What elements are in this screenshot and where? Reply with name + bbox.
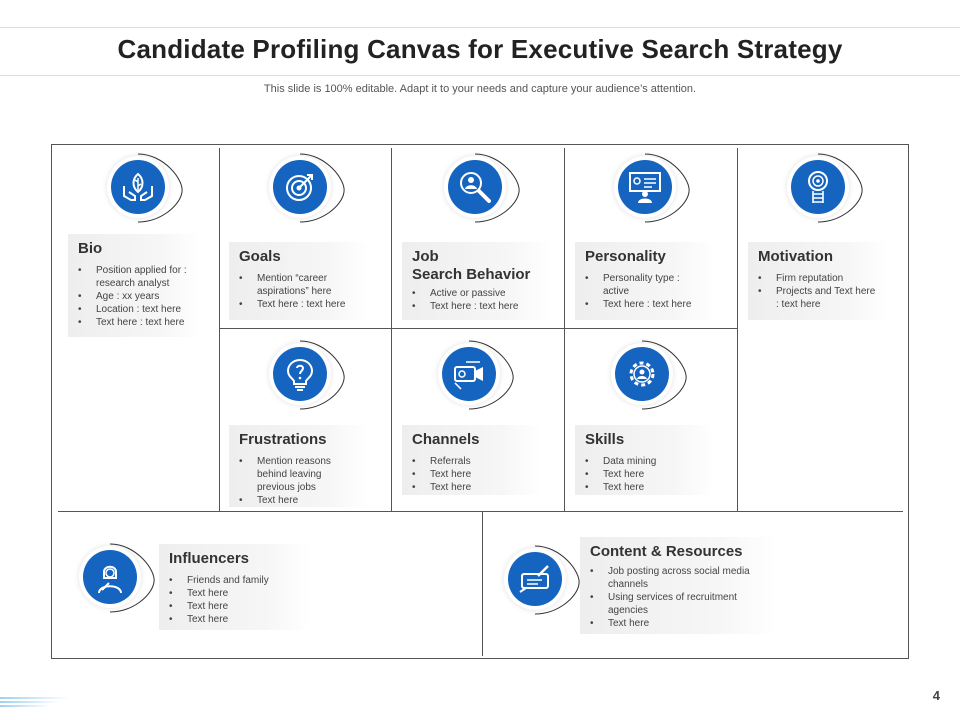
channels-card bbox=[402, 425, 542, 495]
hands-leaf-icon bbox=[121, 170, 155, 204]
personality-item: • Personality type : active bbox=[603, 272, 705, 298]
influencers-item: • Friends and family bbox=[187, 574, 301, 587]
channels-icon-badge bbox=[425, 337, 515, 417]
woman-writing-icon bbox=[93, 560, 127, 594]
goals-item: • Mention “career aspirations” here bbox=[257, 272, 359, 298]
influencers-title: Influencers bbox=[169, 550, 250, 567]
bio-title: Bio bbox=[78, 240, 103, 257]
gear-person-icon bbox=[625, 357, 659, 391]
frustrations-item: • Mention reasons behind leaving previous jobs bbox=[257, 455, 359, 494]
content-item: • Text here bbox=[608, 617, 766, 630]
channels-item: • Referrals bbox=[430, 455, 532, 468]
content-item: • Job posting across social media channels bbox=[608, 565, 766, 591]
channels-item: • Text here bbox=[430, 468, 532, 481]
header-top-rule bbox=[0, 27, 960, 28]
job-search-title-line1: Job bbox=[412, 248, 439, 265]
video-camera-icon bbox=[452, 357, 486, 391]
slide-subtitle: This slide is 100% editable. Adapt it to your needs and capture your audience’s attention. bbox=[263, 83, 697, 95]
hand-writing-card-icon bbox=[518, 562, 552, 596]
influencers-item: • Text here bbox=[187, 587, 301, 600]
bio-item: • Location : text here bbox=[96, 303, 190, 316]
header-bottom-rule bbox=[0, 75, 960, 76]
frustrations-card bbox=[229, 425, 369, 507]
bio-icon-badge bbox=[94, 150, 184, 230]
personality-item: • Text here : text here bbox=[603, 298, 705, 311]
job-search-icon-badge bbox=[431, 150, 521, 230]
job-search-item: • Text here : text here bbox=[430, 300, 542, 313]
channels-item: • Text here bbox=[430, 481, 532, 494]
content-title: Content & Resources bbox=[590, 543, 743, 560]
frustrations-title: Frustrations bbox=[239, 431, 327, 448]
personality-card bbox=[575, 242, 715, 320]
page-number: 4 bbox=[932, 688, 940, 703]
lightbulb-question-icon bbox=[283, 357, 317, 391]
job-search-title-line2: Search Behavior bbox=[412, 266, 531, 283]
slide-title: Candidate Profiling Canvas for Executive Search Strategy bbox=[117, 34, 843, 64]
influencers-item: • Text here bbox=[187, 600, 301, 613]
motivation-card bbox=[748, 242, 888, 320]
magnifier-person-icon bbox=[458, 170, 492, 204]
content-card bbox=[580, 537, 776, 634]
job-search-card bbox=[402, 242, 552, 320]
goals-icon-badge bbox=[256, 150, 346, 230]
bio-card bbox=[68, 234, 200, 337]
skills-item: • Text here bbox=[603, 481, 705, 494]
goals-title: Goals bbox=[239, 248, 281, 265]
presenter-board-icon bbox=[628, 170, 662, 204]
grid-divider bbox=[564, 148, 565, 511]
personality-icon-badge bbox=[601, 150, 691, 230]
influencers-card bbox=[159, 544, 311, 630]
influencers-item: • Text here bbox=[187, 613, 301, 626]
skills-item: • Text here bbox=[603, 468, 705, 481]
content-icon-badge bbox=[491, 542, 581, 622]
footer-decoration bbox=[0, 697, 70, 711]
content-item: • Using services of recruitment agencies bbox=[608, 591, 766, 617]
bio-item: • Age : xx years bbox=[96, 290, 190, 303]
skills-card bbox=[575, 425, 715, 495]
motivation-icon-badge bbox=[774, 150, 864, 230]
frustrations-item: • Text here bbox=[257, 494, 359, 507]
channels-title: Channels bbox=[412, 431, 480, 448]
motivation-item: • Firm reputation bbox=[776, 272, 878, 285]
skills-title: Skills bbox=[585, 431, 625, 448]
goals-card bbox=[229, 242, 369, 320]
grid-divider bbox=[482, 511, 483, 656]
grid-divider bbox=[58, 511, 903, 512]
grid-divider bbox=[391, 148, 392, 511]
job-search-item: • Active or passive bbox=[430, 287, 542, 300]
bio-item: • Position applied for : research analyst bbox=[96, 264, 190, 290]
motivation-title: Motivation bbox=[758, 248, 833, 265]
skills-icon-badge bbox=[598, 337, 688, 417]
frustrations-icon-badge bbox=[256, 337, 346, 417]
target-icon bbox=[283, 170, 317, 204]
ladder-target-icon bbox=[801, 170, 835, 204]
motivation-item: • Projects and Text here : text here bbox=[776, 285, 878, 311]
job-search-title bbox=[412, 248, 542, 284]
influencers-icon-badge bbox=[66, 540, 156, 620]
bio-item: • Text here : text here bbox=[96, 316, 190, 329]
grid-divider bbox=[219, 328, 737, 329]
grid-divider bbox=[737, 148, 738, 511]
goals-item: • Text here : text here bbox=[257, 298, 359, 311]
personality-title: Personality bbox=[585, 248, 666, 265]
grid-divider bbox=[219, 148, 220, 511]
skills-item: • Data mining bbox=[603, 455, 705, 468]
